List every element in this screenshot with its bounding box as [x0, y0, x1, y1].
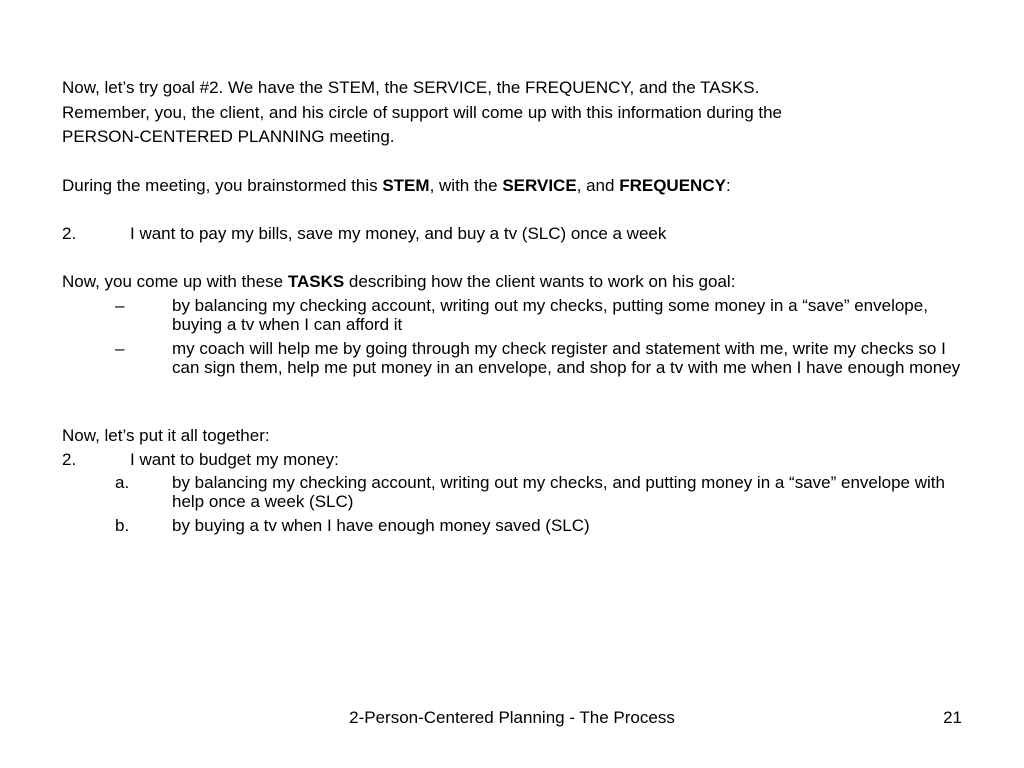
task-bullet-marker: – — [115, 339, 125, 358]
together-item-text: by balancing my checking account, writing out my checks, and putting money in a “save” envelope with help once a week (SLC) — [172, 473, 945, 511]
brainstorm-prefix: During the meeting, you brainstormed this — [62, 176, 383, 195]
tasks-intro-suffix: describing how the client wants to work on his goal: — [344, 272, 736, 291]
brainstorm-suffix: : — [725, 176, 731, 195]
tasks-intro — [62, 272, 735, 292]
task-bullet-text: my coach will help me by going through my check register and statement with me, write my checks so I can sign them, help me put money in an envelope, and shop for a tv with me when I have enough money — [172, 339, 961, 377]
goal-statement: I want to pay my bills, save my money, and buy a tv (SLC) once a week — [130, 224, 667, 243]
together-item-marker: a. — [115, 473, 130, 492]
task-bullet-text: by balancing my checking account, writing out my checks, putting some money in a “save” envelope, buying a tv when I can afford it — [172, 296, 928, 334]
goal-number: 2. — [62, 224, 77, 243]
brainstorm-mid-2: , and — [576, 176, 620, 195]
together-heading: Now, let’s put it all together: — [62, 426, 270, 445]
together-goal-number: 2. — [62, 450, 77, 469]
brainstorm-sentence — [62, 176, 731, 196]
frequency-keyword: FREQUENCY — [619, 176, 726, 195]
page-number: 21 — [943, 708, 962, 727]
tasks-intro-prefix: Now, you come up with these — [62, 272, 288, 291]
brainstorm-mid-1: , with the — [429, 176, 503, 195]
intro-line-1: Now, let’s try goal #2. We have the STEM, the SERVICE, the FREQUENCY, and the TASKS. — [62, 78, 760, 97]
together-goal: I want to budget my money: — [130, 450, 339, 469]
task-bullet-marker: – — [115, 296, 125, 315]
footer-title: 2-Person-Centered Planning - The Process — [349, 708, 675, 727]
intro-line-2: Remember, you, the client, and his circle of support will come up with this information during the — [62, 103, 783, 122]
stem-keyword: STEM — [382, 176, 430, 195]
tasks-keyword: TASKS — [287, 272, 345, 291]
together-item-marker: b. — [115, 516, 130, 535]
together-item-text: by buying a tv when I have enough money saved (SLC) — [172, 516, 590, 535]
service-keyword: SERVICE — [502, 176, 577, 195]
intro-line-3: PERSON-CENTERED PLANNING meeting. — [62, 127, 395, 146]
